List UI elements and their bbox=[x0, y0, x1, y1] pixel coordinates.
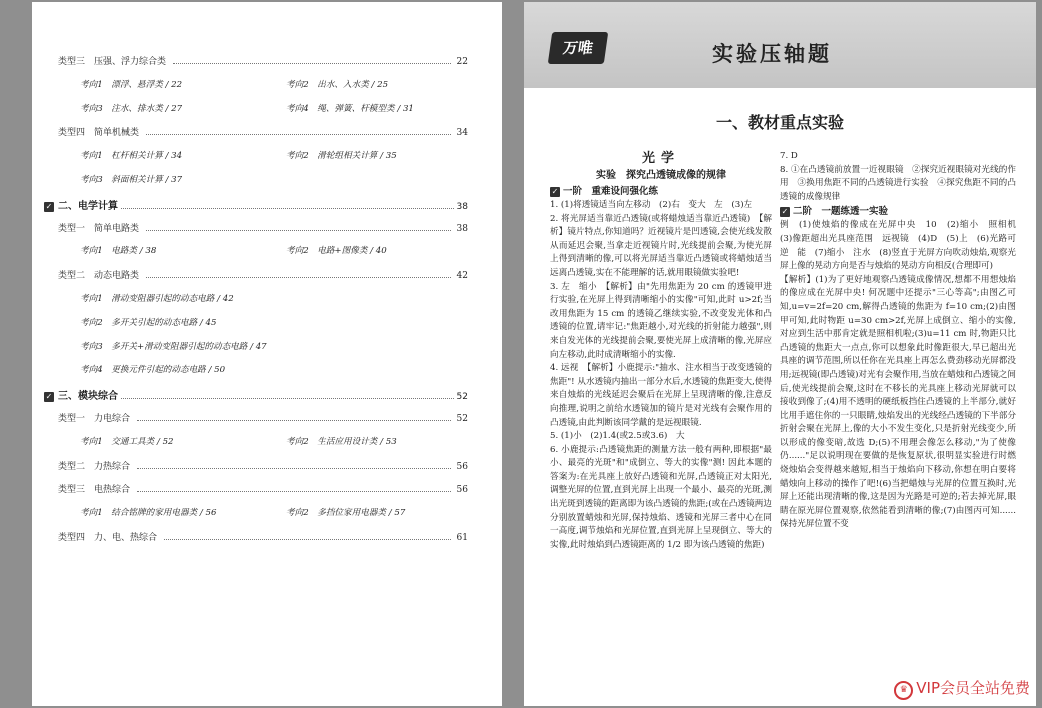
answer-paragraph: 【解析】(1)为了更好地观察凸透镜成像情况,想都不用想烛焰的像应成在光屏中央! 何况题中还提示"三心等高";由图乙可知,u=v=2f=20 cm,解得凸透镜的焦距为 f=10 cm;(2)由图甲可知,此时物距 u=30 cm>2f,光屏上成倒立、缩小的实像,对应到生活中那肯定就是照相机啦;(3)u=11 cm 时,物距只比凸透镜的焦距大一点点,你可以想象此时像距很大,早已超出光具座的调节范围,所以任你在光具座上再怎么费劲移动光屏都没用;远视镜(即凸透镜)对光有会聚作用,当放在蜡烛和凸透镜之间后,使光线提前会聚,这时在不移长的光具座上移动光屏就可以接收到像了;(4)用不透明的硬纸板挡住凸透镜的上半部分,就好比用手遮住你的一只眼睛,烛焰发出的光线经凸透镜的下半部分折射会聚在光屏上,像的大小不发生变化,只是折射光线变少,所以形成的像变暗,故选 D;(5)不用理会像怎么移动,"为了使像仍......"足以说明现在要做的是恢复原状,很明显实验进行时燃烧烛焰会变得越来越短,相当于烛焰向下移动,你想在明白要将蜡烛向上移动的操作了吧!(6)当把蜡烛与光屏的位置互换时,光屏上还能出现清晰的像,这是因为光路是可逆的;若去掉光屏,眼睛在原光屏位置观察,依然能看到清晰的像;(7)由图丙可知......保持光屏位置不变 bbox=[780, 274, 1016, 530]
section-title: 一、教材重点实验 bbox=[715, 113, 844, 132]
toc-leader bbox=[146, 134, 451, 135]
toc-page-number: 61 bbox=[456, 533, 468, 543]
toc-leader bbox=[121, 398, 454, 399]
toc-type-row[interactable] bbox=[58, 530, 468, 543]
toc-leader bbox=[146, 230, 451, 231]
toc-direction-item[interactable]: 考向2 出水、入水类 / 25 bbox=[286, 79, 389, 90]
toc-page-number: 56 bbox=[456, 461, 468, 472]
toc-direction-item[interactable]: 考向2 多开关引起的动态电路 / 45 bbox=[80, 317, 217, 328]
toc-type-row[interactable] bbox=[58, 411, 468, 424]
toc-direction-item[interactable]: 考向2 多挡位家用电器类 / 57 bbox=[286, 508, 406, 519]
toc-page-number: 52 bbox=[456, 414, 468, 424]
answer-paragraph: 3. 左 缩小 【解析】由"先用焦距为 20 cm 的透镜甲进行实验,在光屏上得到清晰缩小的实像"可知,此时 u>2f;当改用焦距为 15 cm 的透镜乙继续实验,不改变发光体和凸透镜的位置,请牢记:"焦距越小,对光线的折射能力越强",则来自发光体的光线提前会聚,要使光屏上成清晰的像,光屏应向左移动,此时成清晰缩小的实像. bbox=[550, 281, 772, 360]
toc-direction-item[interactable]: 考向1 漂浮、悬浮类 / 22 bbox=[80, 79, 183, 90]
toc-direction-item[interactable]: 考向2 电路+图像类 / 40 bbox=[286, 246, 387, 257]
vip-crown-icon: ♛ bbox=[894, 681, 913, 700]
toc-section-row[interactable] bbox=[44, 197, 468, 212]
toc-page-number: 52 bbox=[456, 392, 468, 403]
check-icon: ✓ bbox=[45, 392, 53, 402]
brand-logo: 万唯 bbox=[548, 32, 608, 64]
toc-label: 类型三 电热综合 bbox=[58, 485, 131, 496]
stage-label: 一阶 重难设问强化练 bbox=[563, 186, 659, 197]
toc-type-row[interactable] bbox=[58, 482, 468, 495]
answer-paragraph: 5. (1)小 (2)1.4(或2.5或3.6) 大 bbox=[550, 431, 685, 442]
toc-label: 类型一 力电综合 bbox=[58, 414, 131, 424]
stage-heading-2 bbox=[780, 204, 1016, 219]
content-page bbox=[524, 2, 1036, 706]
toc-label: 类型四 简单机械类 bbox=[58, 128, 140, 139]
subject-heading: 光学 bbox=[641, 151, 680, 166]
toc-leader bbox=[137, 491, 451, 492]
toc-page-number: 34 bbox=[456, 128, 468, 139]
toc-label: 二、电学计算 bbox=[58, 200, 118, 212]
toc-type-row[interactable] bbox=[58, 459, 468, 472]
toc-type-row[interactable] bbox=[58, 125, 468, 138]
right-column bbox=[780, 150, 1025, 532]
toc-direction-item[interactable]: 考向3 斜面相关计算 / 37 bbox=[80, 175, 183, 185]
toc-page-number: 42 bbox=[456, 271, 468, 282]
stage-heading-1 bbox=[550, 184, 772, 199]
toc-label: 类型二 动态电路类 bbox=[58, 271, 140, 282]
answer-list bbox=[550, 199, 772, 552]
toc-direction-item[interactable]: 考向2 滑轮组相关计算 / 35 bbox=[286, 151, 397, 162]
toc-label: 类型二 力热综合 bbox=[58, 461, 131, 472]
header-band bbox=[524, 2, 1036, 88]
experiment-title: 实验 探究凸透镜成像的规律 bbox=[596, 170, 726, 181]
toc-direction-item[interactable]: 考向1 电路类 / 38 bbox=[80, 246, 157, 257]
answer-paragraph: 2. 将光屏适当靠近凸透镜(或将蜡烛适当靠近凸透镜) 【解析】镜片特点,你知道吗？近视镜片是凹透镜,会使光线发散从而延迟会聚,当拿走近视镜片时,光线提前会聚,为使光屏上得到清晰的像,可以将光屏适当靠近凸透镜或将蜡烛适当远离凸透镜,实在不能理解的话,就用眼镜做实验吧! bbox=[550, 213, 772, 278]
toc-leader bbox=[173, 63, 451, 64]
check-icon: ✓ bbox=[551, 187, 559, 196]
toc-direction-item[interactable]: 考向3 注水、排水类 / 27 bbox=[80, 103, 183, 114]
toc-leader bbox=[137, 468, 451, 469]
answer-paragraph: 8. ①在凸透镜前放置一近视眼镜 ②探究近视眼镜对光线的作用 ③换用焦距不同的凸透镜进行实验 ④探究焦距不同的凸透镜的成像规律 bbox=[780, 164, 1016, 202]
stage-label: 二阶 一题练透一实验 bbox=[793, 206, 889, 218]
toc-leader bbox=[121, 208, 454, 209]
answer-list bbox=[780, 150, 1016, 204]
banner-title: 实验压轴题 bbox=[712, 42, 832, 66]
toc-direction-item[interactable]: 考向1 杠杆相关计算 / 34 bbox=[80, 151, 183, 162]
toc-label: 类型一 简单电路类 bbox=[58, 223, 140, 234]
answer-paragraph: 1. (1)将透镜适当向左移动 (2)右 变大 左 (3)左 bbox=[550, 200, 753, 210]
toc-direction-item[interactable]: 考向1 滑动变阻器引起的动态电路 / 42 bbox=[80, 294, 234, 304]
answer-paragraph: 例 (1)使烛焰的像成在光屏中央 10 (2)缩小 照相机 (3)像距超出光具座范围 远视镜 (4)D (5)上 (6)光路可逆 能 (7)缩小 注水 (8)竖直于光屏方向吹动烛焰,观察光屏上像的晃动方向是否与烛焰的晃动方向相反(合理即可) bbox=[780, 220, 1025, 272]
toc-direction-item[interactable]: 考向1 交通工具类 / 52 bbox=[80, 436, 174, 447]
toc-direction-item[interactable]: 考向4 绳、弹簧、杆模型类 / 31 bbox=[286, 103, 414, 114]
toc-type-row[interactable] bbox=[58, 221, 468, 234]
vip-badge[interactable] bbox=[888, 675, 1036, 702]
answer-paragraph: 6. 小鹿提示:凸透镜焦距的测量方法一般有两种,即根据"最小、最亮的光斑"和"成倒立、等大的实像"测! 因此本题的答案为:在光具座上放好凸透镜和光屏,凸透镜正对太阳光,调整光屏的位置,直到光屏上出现一个最小、最亮的光斑,测出光斑到透镜的距离即为该凸透镜的焦距;(或在凸透镜两边分别放置蜡烛和光屏,保持烛焰、透镜和光屏三者中心在同一高度,调节烛焰和光屏位置,直到光屏上呈现倒立、等大的实像,此时烛焰到凸透镜距离的 1/2 即为该凸透镜的焦距) bbox=[550, 444, 772, 550]
toc-page bbox=[32, 2, 502, 706]
answer-paragraph: 7. D bbox=[780, 151, 798, 161]
toc-leader bbox=[146, 277, 451, 278]
left-column bbox=[550, 150, 772, 552]
toc-direction-item[interactable]: 考向3 多开关+滑动变阻器引起的动态电路 / 47 bbox=[80, 341, 267, 352]
toc-label: 三、模块综合 bbox=[58, 391, 118, 403]
toc-leader bbox=[164, 539, 451, 540]
toc-direction-item[interactable]: 考向4 更换元件引起的动态电路 / 50 bbox=[80, 365, 226, 376]
toc-section-row[interactable] bbox=[44, 387, 468, 402]
vip-badge-label: VIP会员全站免费 bbox=[916, 679, 1030, 697]
answer-list bbox=[780, 219, 1025, 532]
check-icon: ✓ bbox=[45, 201, 53, 211]
toc-label: 类型三 压强、浮力综合类 bbox=[58, 57, 167, 67]
toc-page-number: 22 bbox=[456, 57, 468, 67]
toc-page-number: 38 bbox=[456, 201, 468, 212]
toc-leader bbox=[137, 420, 451, 421]
toc-label: 类型四 力、电、热综合 bbox=[58, 533, 158, 543]
toc-page-number: 38 bbox=[456, 223, 468, 234]
toc-direction-item[interactable]: 考向2 生活应用设计类 / 53 bbox=[286, 436, 397, 447]
check-icon: ✓ bbox=[781, 207, 789, 217]
toc-page-number: 56 bbox=[456, 485, 468, 496]
toc-type-row[interactable] bbox=[58, 268, 468, 281]
answer-paragraph: 4. 远视 【解析】小鹿提示:"抽水、注水相当于改变透镜的焦距"! 从水透镜内抽出一部分水后,水透镜的焦距变大,使得来自烛焰的光线延迟会聚后在光屏上呈现清晰的像,注意反向推理,说明之前给水透镜加的镜片是对光线有会聚作用的凸透镜,由此判断该同学戴的是远视眼镜. bbox=[550, 363, 772, 428]
toc-type-row[interactable] bbox=[58, 54, 468, 67]
toc-direction-item[interactable]: 考向1 结合铭牌的家用电器类 / 56 bbox=[80, 508, 217, 519]
